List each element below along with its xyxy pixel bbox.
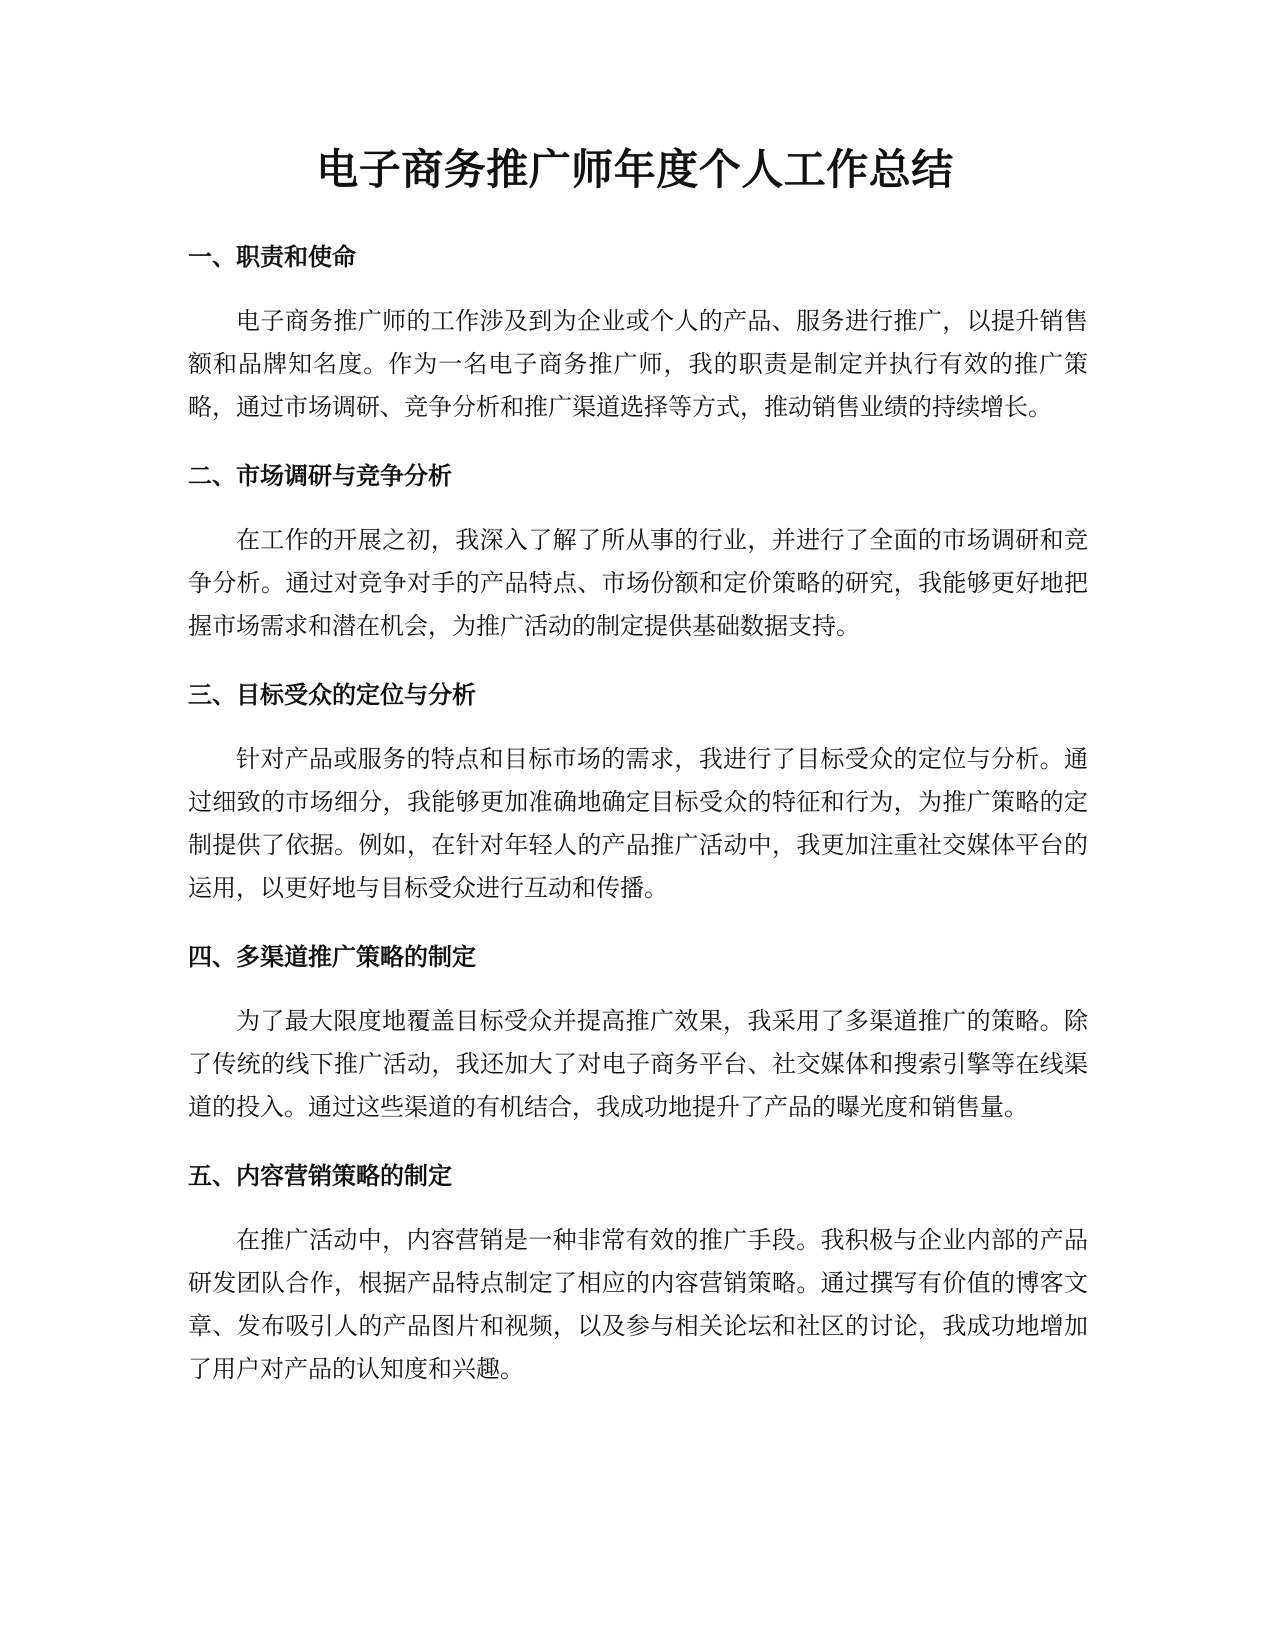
section-content-marketing	[188, 1159, 1088, 1391]
section-heading: 三、目标受众的定位与分析	[188, 681, 476, 709]
document-title: 电子商务推广师年度个人工作总结	[316, 145, 954, 194]
section-paragraph: 在工作的开展之初，我深入了解了所从事的行业，并进行了全面的市场调研和竞争分析。通过对竞争对手的产品特点、市场份额和定价策略的研究，我能够更好地把握市场需求和潜在机会，为推广活动的制定提供基础数据支持。	[188, 526, 1088, 640]
section-heading: 一、职责和使命	[188, 243, 356, 271]
section-paragraph: 电子商务推广师的工作涉及到为企业或个人的产品、服务进行推广，以提升销售额和品牌知名度。作为一名电子商务推广师，我的职责是制定并执行有效的推广策略，通过市场调研、竞争分析和推广渠道选择等方式，推动销售业绩的持续增长。	[188, 307, 1088, 421]
section-responsibilities	[188, 240, 1088, 429]
section-heading: 二、市场调研与竞争分析	[188, 462, 452, 490]
section-paragraph: 针对产品或服务的特点和目标市场的需求，我进行了目标受众的定位与分析。通过细致的市场细分，我能够更加准确地确定目标受众的特征和行为，为推广策略的定制提供了依据。例如，在针对年轻人的产品推广活动中，我更加注重社交媒体平台的运用，以更好地与目标受众进行互动和传播。	[188, 745, 1088, 902]
section-heading: 四、多渠道推广策略的制定	[188, 943, 476, 971]
section-market-research	[188, 459, 1088, 648]
section-target-audience	[188, 678, 1088, 910]
section-paragraph: 在推广活动中，内容营销是一种非常有效的推广手段。我积极与企业内部的产品研发团队合作，根据产品特点制定了相应的内容营销策略。通过撰写有价值的博客文章、发布吸引人的产品图片和视频，以及参与相关论坛和社区的讨论，我成功地增加了用户对产品的认知度和兴趣。	[188, 1226, 1088, 1383]
section-multichannel-strategy	[188, 940, 1088, 1129]
section-heading: 五、内容营销策略的制定	[188, 1162, 452, 1190]
section-paragraph: 为了最大限度地覆盖目标受众并提高推广效果，我采用了多渠道推广的策略。除了传统的线下推广活动，我还加大了对电子商务平台、社交媒体和搜索引擎等在线渠道的投入。通过这些渠道的有机结合，我成功地提升了产品的曝光度和销售量。	[188, 1007, 1088, 1121]
document-body	[188, 138, 1088, 1391]
